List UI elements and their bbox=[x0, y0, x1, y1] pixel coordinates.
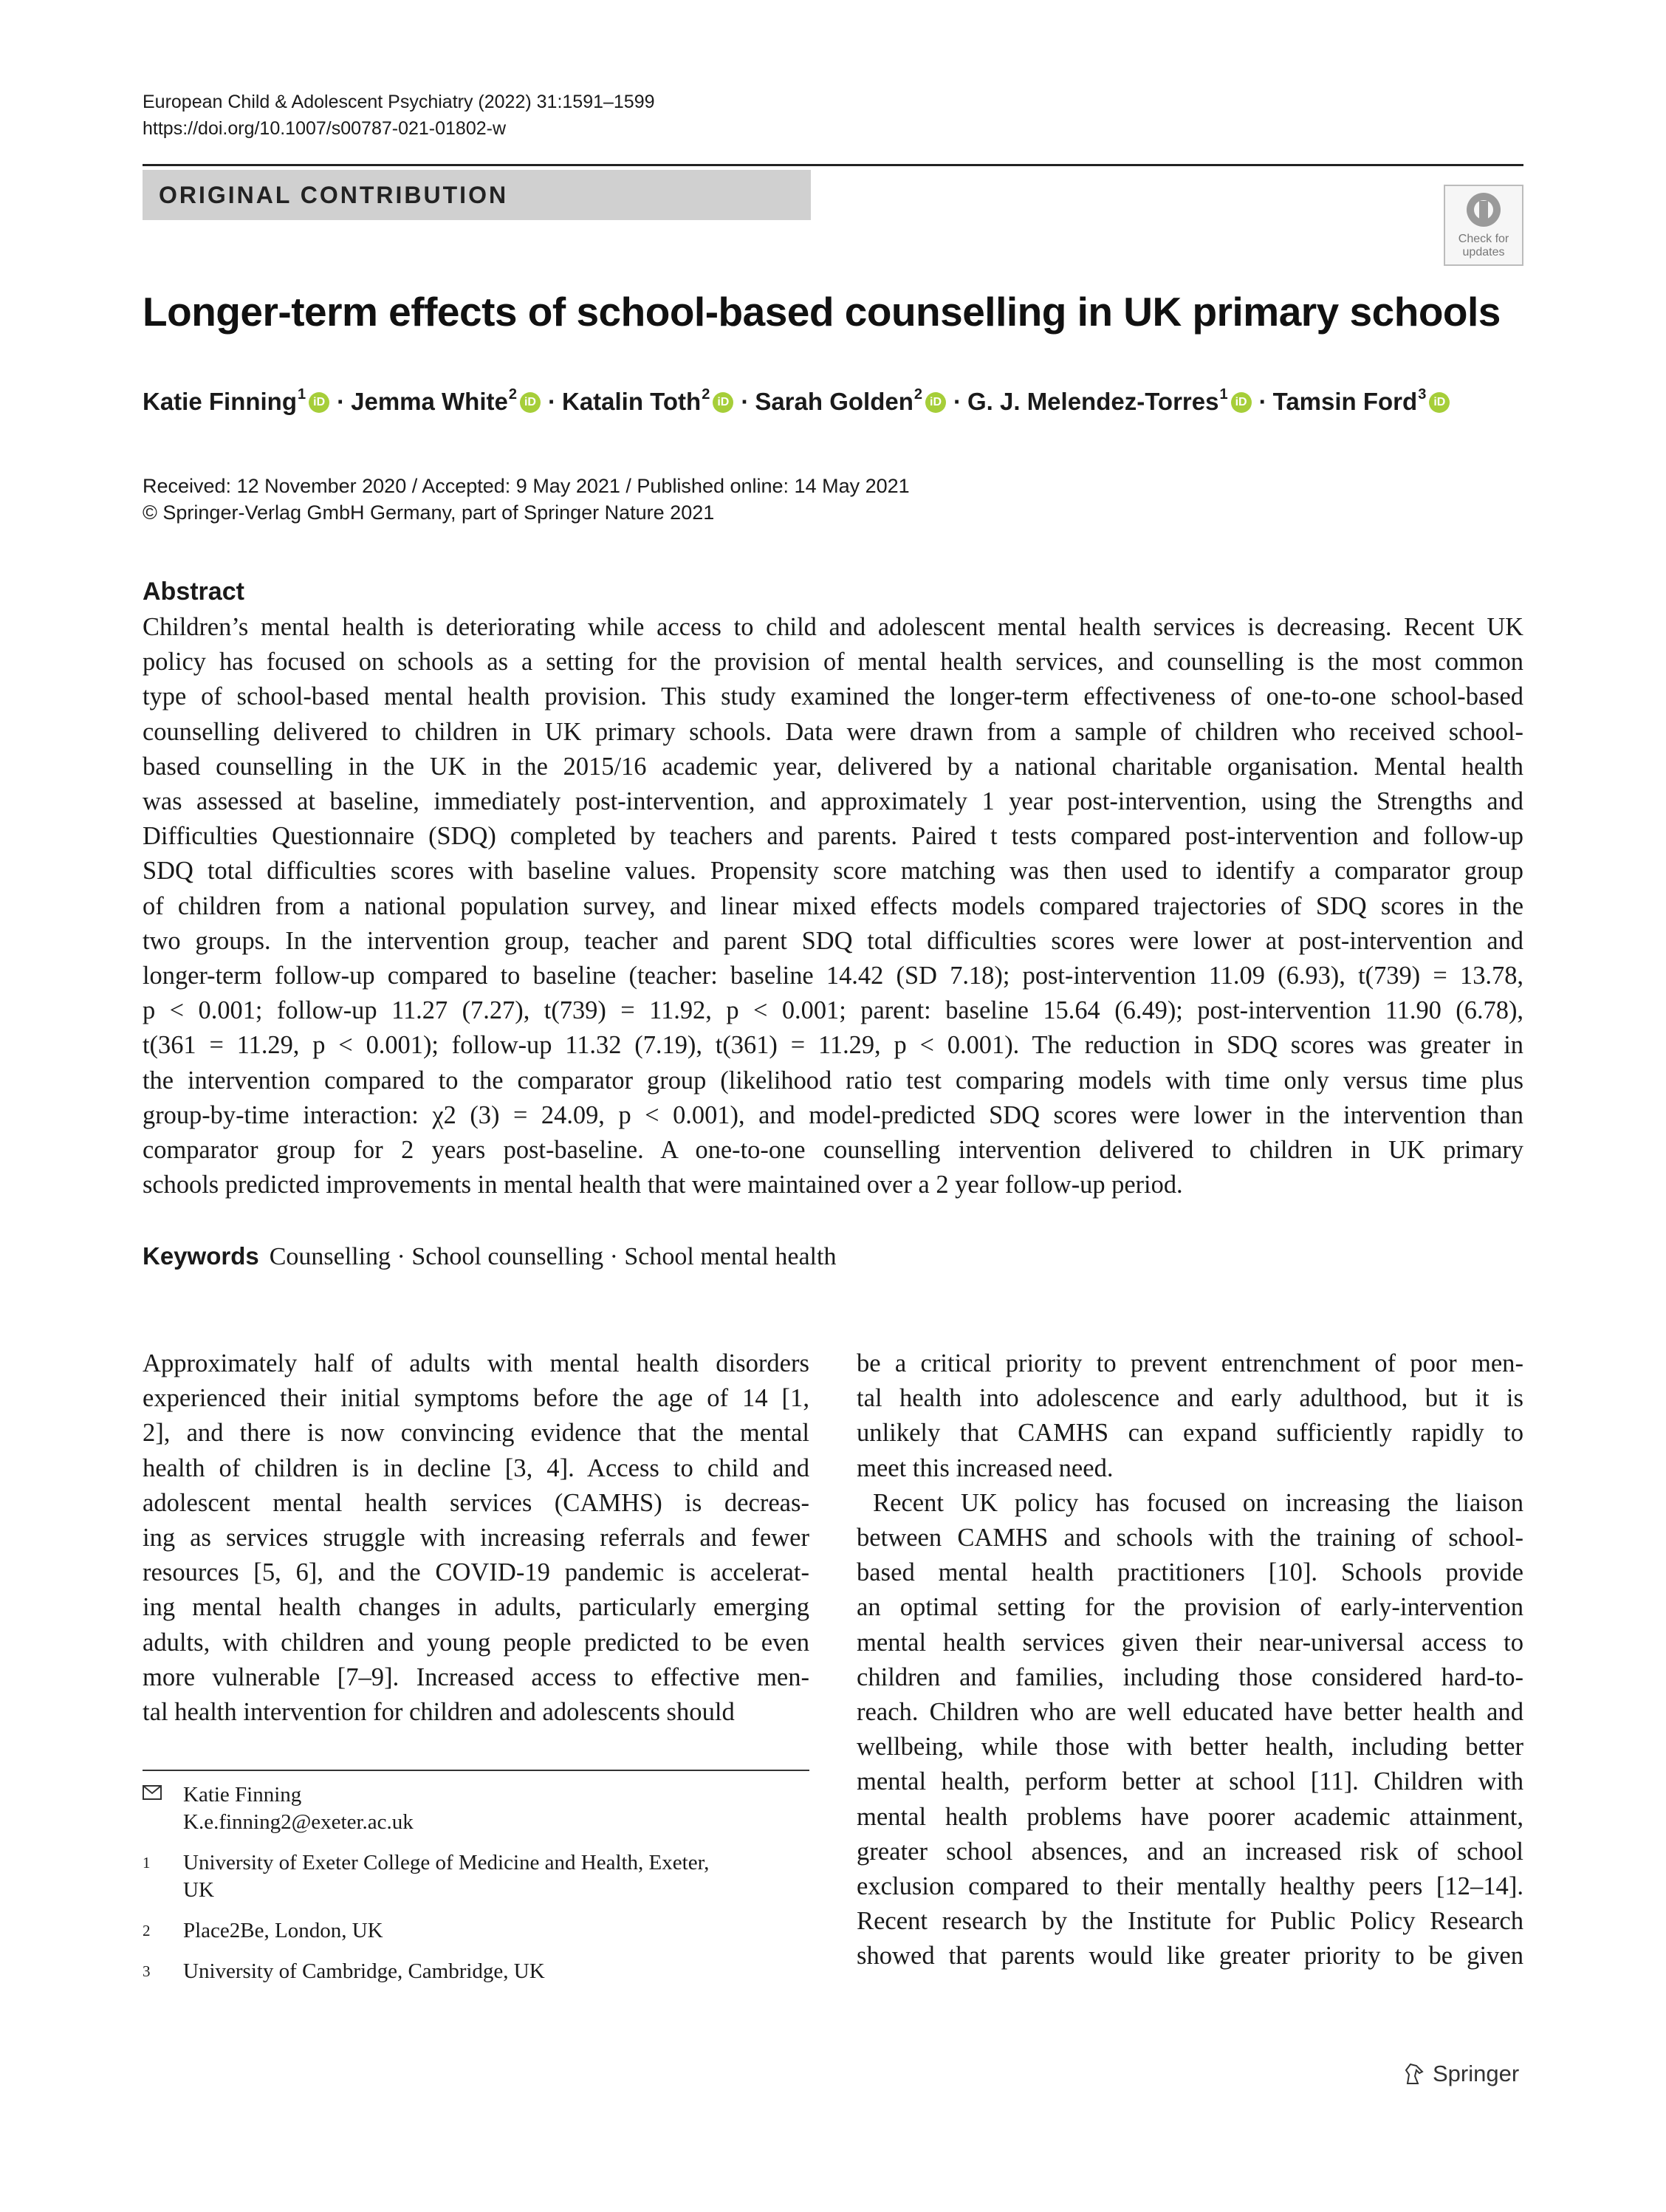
article-type-label: ORIGINAL CONTRIBUTION bbox=[159, 182, 509, 208]
text-line: health of children is in decline [3, 4]. Access to child and bbox=[143, 1453, 809, 1482]
affiliation-text: University of Exeter College of Medicine and Health, Exeter, bbox=[183, 1851, 710, 1874]
author-name: Tamsin Ford bbox=[1272, 388, 1418, 415]
author-name: G. J. Melendez-Torres bbox=[967, 388, 1219, 415]
text-line: based counselling in the UK in the 2015/16 academic year, delivered by a national charitable organisation. Mental health bbox=[143, 752, 1523, 781]
journal-info bbox=[143, 89, 655, 142]
springer-horse-icon bbox=[1402, 2061, 1427, 2086]
text-line: children and families, including those considered hard-to- bbox=[857, 1663, 1523, 1691]
publication-history: Received: 12 November 2020 / Accepted: 9 May 2021 / Published online: 14 May 2021 bbox=[143, 475, 910, 497]
text-line: two groups. In the intervention group, teacher and parent SDQ total difficulties scores were lower at post-intervention and bbox=[143, 926, 1523, 955]
publisher-name: Springer bbox=[1433, 2061, 1520, 2086]
text-line: mental health problems have poorer academic attainment, bbox=[857, 1802, 1523, 1831]
text-line: was assessed at baseline, immediately post-intervention, and approximately 1 year post-intervention, using the Strengths and bbox=[143, 787, 1523, 816]
orcid-icon[interactable]: iD bbox=[713, 392, 733, 413]
article-title: Longer-term effects of school-based counselling in UK primary schools bbox=[143, 289, 1501, 335]
text-line: reach. Children who are well educated have better health and bbox=[857, 1698, 1523, 1727]
text-line: p < 0.001; follow-up 11.27 (7.27), t(739) = 11.92, p < 0.001; parent: baseline 15.64 (6.49); post-intervention 11.90 (6.78), bbox=[143, 996, 1523, 1025]
author bbox=[562, 388, 738, 416]
affiliation-number: 1 bbox=[143, 1854, 151, 1872]
article-type-bar bbox=[143, 170, 811, 220]
author-separator: · bbox=[741, 388, 750, 415]
envelope-icon bbox=[143, 1781, 162, 1809]
text-line: schools predicted improvements in mental health that were maintained over a 2 year follow-up period. bbox=[143, 1171, 1183, 1199]
footnotes bbox=[143, 1781, 809, 1999]
body-column-left bbox=[143, 1346, 809, 1730]
orcid-icon[interactable]: iD bbox=[1429, 392, 1450, 413]
header-rule bbox=[143, 164, 1523, 166]
text-line: Approximately half of adults with mental health disorders bbox=[143, 1349, 809, 1377]
orcid-icon[interactable]: iD bbox=[309, 392, 329, 413]
check-updates-line1: Check for bbox=[1458, 233, 1509, 245]
text-line: unlikely that CAMHS can expand sufficiently rapidly to bbox=[857, 1419, 1523, 1448]
text-line: Recent research by the Institute for Public Policy Research bbox=[857, 1907, 1523, 1936]
author-separator: · bbox=[337, 388, 346, 415]
correspondence-footnote bbox=[143, 1781, 809, 1836]
author bbox=[143, 388, 334, 416]
text-line: Recent UK policy has focused on increasing the liaison bbox=[873, 1488, 1523, 1517]
affiliation-marker: 2 bbox=[508, 386, 517, 403]
text-line: of children from a national population survey, and linear mixed effects models compared trajectories of SDQ scores in the bbox=[143, 891, 1523, 920]
author-separator: · bbox=[547, 388, 556, 415]
author bbox=[1273, 388, 1455, 416]
affiliation-footnote bbox=[143, 1849, 809, 1904]
text-line: be a critical priority to prevent entrenchment of poor men- bbox=[857, 1349, 1523, 1377]
text-line: showed that parents would like greater priority to be given bbox=[857, 1942, 1523, 1970]
affiliation-marker: 3 bbox=[1418, 386, 1427, 403]
keywords bbox=[143, 1242, 836, 1271]
author-name: Katalin Toth bbox=[561, 388, 702, 415]
author-separator: · bbox=[1258, 388, 1267, 415]
crossmark-icon bbox=[1445, 191, 1522, 233]
text-line: more vulnerable [7–9]. Increased access to effective men- bbox=[143, 1663, 809, 1691]
doi-link[interactable]: https://doi.org/10.1007/s00787-021-01802-w bbox=[143, 118, 507, 139]
orcid-icon[interactable]: iD bbox=[1231, 392, 1252, 413]
text-line: tal health intervention for children and adolescents should bbox=[143, 1698, 735, 1727]
orcid-icon[interactable]: iD bbox=[520, 392, 541, 413]
check-updates-line2: updates bbox=[1462, 246, 1505, 258]
affiliation-footnote bbox=[143, 1917, 809, 1945]
affiliation-text: Place2Be, London, UK bbox=[183, 1919, 383, 1942]
text-line: type of school-based mental health provision. This study examined the longer-term effectiveness of one-to-one school-based bbox=[143, 682, 1523, 711]
text-line: adults, with children and young people predicted to be even bbox=[143, 1628, 809, 1657]
springer-logo bbox=[1402, 2061, 1519, 2087]
keywords-list: Counselling · School counselling · School mental health bbox=[269, 1243, 837, 1270]
author-name: Katie Finning bbox=[143, 388, 297, 415]
text-line: based mental health practitioners [10]. Schools provide bbox=[857, 1558, 1523, 1587]
text-line: SDQ total difficulties scores with baseline values. Propensity score matching was then used to identify a comparator group bbox=[143, 857, 1523, 886]
affiliation-marker: 1 bbox=[1219, 386, 1228, 403]
affiliation-footnote bbox=[143, 1958, 809, 1985]
text-line: Difficulties Questionnaire (SDQ) completed by teachers and parents. Paired t tests compared post-intervention and follow-up bbox=[143, 822, 1523, 851]
text-line: ing as services struggle with increasing referrals and fewer bbox=[143, 1524, 809, 1552]
body-column-right bbox=[857, 1346, 1523, 1974]
affiliation-marker: 2 bbox=[702, 386, 710, 403]
footnote-rule bbox=[143, 1770, 809, 1771]
text-line: comparator group for 2 years post-baseline. A one-to-one counselling intervention delivered to children in UK primary bbox=[143, 1136, 1523, 1165]
author bbox=[967, 388, 1256, 416]
article-dates bbox=[143, 473, 910, 526]
orcid-icon[interactable]: iD bbox=[925, 392, 946, 413]
affiliation-text: UK bbox=[183, 1878, 214, 1902]
text-line: meet this increased need. bbox=[857, 1453, 1114, 1482]
text-line: an optimal setting for the provision of early-intervention bbox=[857, 1593, 1523, 1622]
affiliation-number: 3 bbox=[143, 1962, 151, 1980]
author-list bbox=[143, 388, 1454, 416]
text-line: counselling delivered to children in UK primary schools. Data were drawn from a sample of children who received school- bbox=[143, 717, 1523, 746]
affiliation-marker: 1 bbox=[298, 386, 306, 403]
text-line: policy has focused on schools as a setting for the provision of mental health services, and counselling is the most common bbox=[143, 648, 1523, 677]
text-line: ing mental health changes in adults, particularly emerging bbox=[143, 1593, 809, 1622]
abstract-text bbox=[143, 610, 1523, 1202]
author bbox=[755, 388, 950, 416]
copyright-notice: © Springer-Verlag GmbH Germany, part of Springer Nature 2021 bbox=[143, 501, 715, 524]
text-line: tal health into adolescence and early adulthood, but it is bbox=[857, 1384, 1523, 1413]
text-line: between CAMHS and schools with the training of school- bbox=[857, 1524, 1523, 1552]
keywords-label: Keywords bbox=[143, 1242, 259, 1270]
text-line: mental health services given their near-universal access to bbox=[857, 1628, 1523, 1657]
text-line: wellbeing, while those with better health, including better bbox=[857, 1733, 1523, 1761]
text-line: group-by-time interaction: χ2 (3) = 24.09, p < 0.001), and model-predicted SDQ scores were lower in the intervention than bbox=[143, 1100, 1523, 1129]
text-line: adolescent mental health services (CAMHS) is decreas- bbox=[143, 1488, 809, 1517]
affiliation-number: 2 bbox=[143, 1922, 151, 1939]
text-line: 2], and there is now convincing evidence that the mental bbox=[143, 1419, 809, 1448]
abstract-heading: Abstract bbox=[143, 578, 244, 606]
text-line: experienced their initial symptoms before the age of 14 [1, bbox=[143, 1384, 809, 1413]
author-name: Jemma White bbox=[351, 388, 508, 415]
text-line: t(361 = 11.29, p < 0.001); follow-up 11.32 (7.19), t(361) = 11.29, p < 0.001). The reduction in SDQ scores was greater in bbox=[143, 1031, 1523, 1060]
affiliation-text: University of Cambridge, Cambridge, UK bbox=[183, 1959, 545, 1983]
text-line: longer-term follow-up compared to baseline (teacher: baseline 14.42 (SD 7.18); post-intervention 11.09 (6.93), t(739) = 13.78, bbox=[143, 962, 1523, 990]
text-line: the intervention compared to the comparator group (likelihood ratio test comparing models with time only versus time plus bbox=[143, 1066, 1523, 1095]
text-line: mental health, perform better at school [11]. Children with bbox=[857, 1767, 1523, 1796]
check-for-updates-badge[interactable] bbox=[1444, 185, 1523, 266]
author-name: Sarah Golden bbox=[755, 388, 913, 415]
correspondence-name: Katie Finning bbox=[183, 1783, 302, 1807]
correspondence-email[interactable]: K.e.finning2@exeter.ac.uk bbox=[183, 1810, 414, 1834]
affiliation-marker: 2 bbox=[913, 386, 922, 403]
author-separator: · bbox=[953, 388, 961, 415]
text-line: Children’s mental health is deteriorating while access to child and adolescent mental health services is decreasing. Recent UK bbox=[143, 613, 1523, 641]
journal-citation: European Child & Adolescent Psychiatry (2022) 31:1591–1599 bbox=[143, 92, 655, 112]
text-line: greater school absences, and an increased risk of school bbox=[857, 1837, 1523, 1866]
text-line: resources [5, 6], and the COVID-19 pandemic is accelerat- bbox=[143, 1558, 809, 1587]
text-line: exclusion compared to their mentally healthy peers [12–14]. bbox=[857, 1872, 1523, 1901]
affiliation-list bbox=[143, 1849, 809, 1985]
author bbox=[351, 388, 545, 416]
